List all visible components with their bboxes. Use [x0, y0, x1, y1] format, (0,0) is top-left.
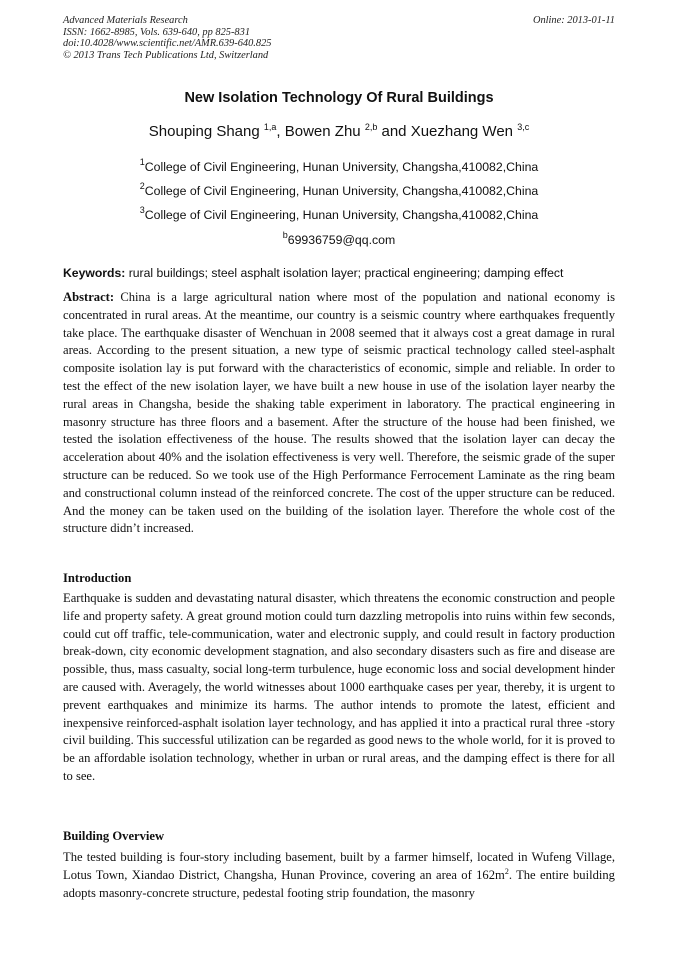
- abstract-text: China is a large agricultural nation where most of the population and national economy is concentrated in rural areas. At the meantime, our country is a seismic country where earthquakes frequently take place. The earthquake disaster of Wenchuan in 2008 seemed that it always cost a great damage in rural areas. According to the present situation, a new type of seismic practical technology called steel-asphalt composite isolation lay is put forward with the characteristics of economic, simple and reliable. In order to test the effect of the new isolation layer, we have built a new house in use of the isolation layer nearby the rural areas in Changsha, beside the shaking table experiment in laboratory. The practical engineering in masonry structure has three floors and a basement. After the structure of the house had been finished, we tested the isolation effectiveness of the house. The results showed that the isolation layer can decay the acceleration about 40% and the isolation effectiveness is very well. Therefore, the seismic grade of the super structure can be reduced. So we took use of the High Performance Ferrocement Laminate as the ring beam and constructional column instead of the reinforced concrete. The cost of the upper structure can be reduced. And the money can be taken used on the building of the isolation layer. Therefore the whole cost of the structure didn’t increased.: [63, 290, 615, 536]
- abstract: [63, 289, 615, 538]
- introduction-body: [63, 590, 615, 786]
- section-heading-introduction: Introduction: [63, 571, 132, 585]
- affiliation-sup: 1: [139, 157, 145, 167]
- author-name: Xuezhang Wen: [410, 123, 514, 140]
- overview-paragraph: [63, 849, 615, 902]
- email-text: 69936759@qq.com: [287, 233, 396, 247]
- affiliation: [0, 157, 678, 174]
- abstract-label: Abstract:: [63, 290, 115, 304]
- author-name: Shouping Shang: [148, 123, 260, 140]
- affiliation: [0, 181, 678, 198]
- affiliation-sup: 3: [139, 205, 145, 215]
- area-unit-sup: 2: [504, 866, 509, 876]
- author-email: [0, 230, 678, 247]
- copyright-line: © 2013 Trans Tech Publications Ltd, Switzerland: [63, 49, 269, 61]
- journal-header: [63, 15, 615, 61]
- introduction-paragraph: Earthquake is sudden and devastating natural disaster, which threatens the economic construction and people life and property safety. A great ground motion could turn dazzling metropolis into ruins within few seconds, could cut off traffic, tele-communication, water and electronic supply, and could result in factory production break-down, city economic development stagnation, and also secondary disasters such as fire and disease are possible, thus, mass casualty, social long-term turbulence, huge economic loss and social development hinder are caused with. Averagely, the world witnesses about 1000 earthquake cases per year, thereby, it is urgent to prevent earthquakes and minimize its harms. The author intends to promote the latest, efficient and inexpensive reinforced-asphalt isolation layer technology, and has applied it into a practical rural three -story civil building. This successful utilization can be regarded as good news to the whole world, for it is proved to be an affordable isolation technology, whether in urban or rural areas, and the damping effect is there for all to see.: [63, 591, 615, 783]
- building-overview-body: [63, 849, 615, 902]
- overview-text-cont: . The entire building adopts masonry-concrete structure, pedestal footing strip foundation, the masonry: [63, 867, 615, 900]
- author-affil-sup: 1,a: [263, 122, 277, 132]
- author-name: Bowen Zhu: [284, 123, 361, 140]
- affiliation-sup: 2: [139, 181, 145, 191]
- doi-line: doi:10.4028/www.scientific.net/AMR.639-640.825: [63, 38, 272, 50]
- affiliation-text: College of Civil Engineering, Hunan University, Changsha,410082,China: [144, 208, 539, 222]
- affiliation: [0, 205, 678, 222]
- abstract-paragraph: [63, 289, 615, 538]
- affiliation-text: College of Civil Engineering, Hunan University, Changsha,410082,China: [144, 160, 539, 174]
- keywords: [63, 266, 615, 280]
- journal-name: Advanced Materials Research: [63, 15, 188, 26]
- issn-line: ISSN: 1662-8985, Vols. 639-640, pp 825-831: [63, 26, 251, 38]
- section-heading-building-overview: Building Overview: [63, 829, 165, 843]
- author-list: [0, 123, 678, 140]
- overview-text: The tested building is four-story including basement, built by a farmer himself, located in Wufeng Village, Lotus Town, Xiandao District, Changsha, Hunan Province, covering an area of 162m: [63, 850, 615, 882]
- email-sup: b: [282, 230, 288, 240]
- affiliation-text: College of Civil Engineering, Hunan University, Changsha,410082,China: [144, 184, 539, 198]
- keywords-text: rural buildings; steel asphalt isolation layer; practical engineering; damping effect: [125, 266, 564, 280]
- author-separator: and: [377, 123, 411, 140]
- author-affil-sup: 2,b: [364, 122, 378, 132]
- author-separator: ,: [276, 123, 285, 140]
- author-affil-sup: 3,c: [517, 122, 530, 132]
- paper-title: New Isolation Technology Of Rural Buildings: [184, 90, 494, 106]
- online-date: Online: 2013-01-11: [532, 15, 615, 26]
- keywords-label: Keywords:: [63, 266, 126, 280]
